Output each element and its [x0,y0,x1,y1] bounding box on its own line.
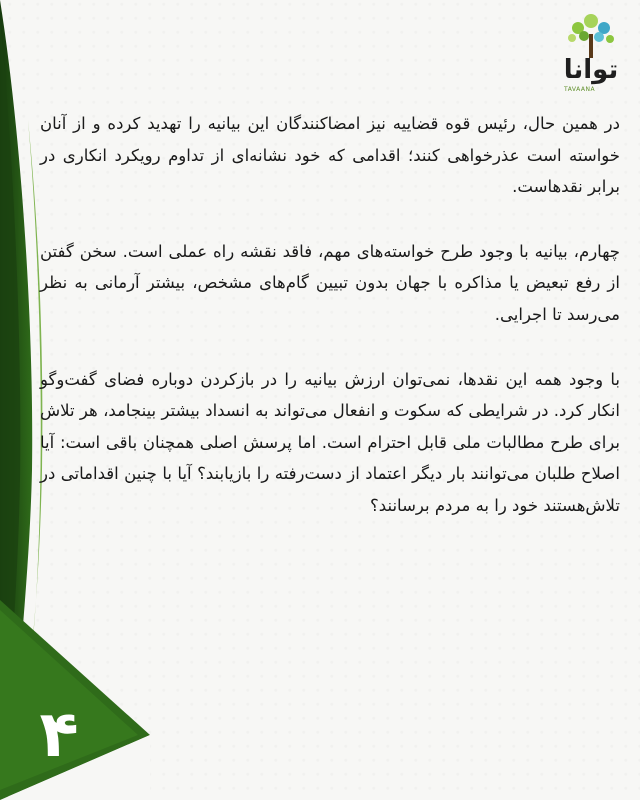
article-body [40,108,620,555]
logo-subtitle: TAVAANA [564,86,596,93]
paragraph-1: در همین حال، رئیس قوه قضاییه نیز امضاکنندگان این بیانیه را تهدید کرده و از آنان خواسته است عذرخواهی کنند؛ اقدامی که خود نشانه‌ای از تداوم رویکرد انکاری در برابر نقدهاست. [40,114,620,197]
page-number: ۴ [39,698,79,772]
paragraph-2: چهارم، بیانیه با وجود طرح خواسته‌های مهم، فاقد نقشه راه عملی است. سخن گفتن از رفع تبعیض یا مذاکره با جهان بدون تبیین گام‌های مشخص، بیشتر آرمانی به نظر می‌رسد تا اجرایی. [40,241,620,324]
paragraph-3: با وجود همه این نقدها، نمی‌توان ارزش بیانیه را در بازکردن دوباره فضای گفت‌وگو انکار کرد. در شرایطی که سکوت و انفعال می‌تواند به انسداد بیشتر بینجامد، هر تلاش برای طرح مطالبات ملی قابل احترام است. اما پرسش اصلی همچنان باقی است: آیا اصلاح طلبان می‌توانند بار دیگر اعتماد از دست‌رفته را بازیابند؟ آیا با چنین اقداماتی در تلاش‌هستند خود را به مردم برسانند؟ [40,369,620,515]
logo-wordmark: توانا [563,55,619,85]
tree-logo-icon [556,12,626,60]
tavaana-logo [556,12,626,96]
